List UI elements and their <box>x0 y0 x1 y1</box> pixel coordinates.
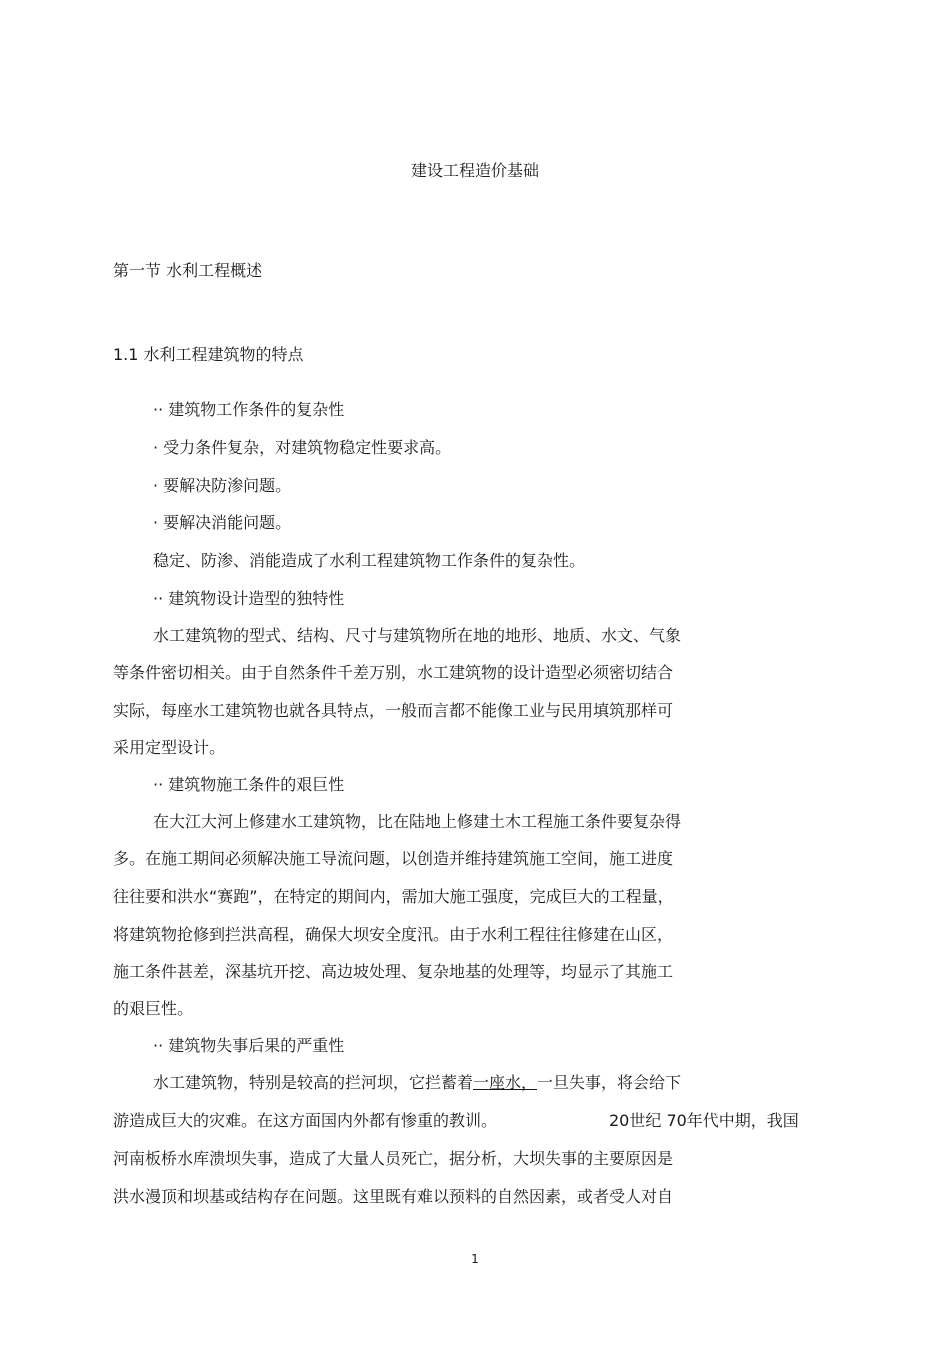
paragraph-line: 水工建筑物的型式、结构、尺寸与建筑物所在地的地形、地质、水文、气象 <box>153 626 682 645</box>
bullet-item: · 要解决防渗问题。 <box>153 476 292 495</box>
paragraph-line: 河南板桥水库溃坝失事，造成了大量人员死亡，据分析，大坝失事的主要原因是 <box>113 1149 674 1168</box>
paragraph-line: 实际，每座水工建筑物也就各具特点，一般而言都不能像工业与民用填筑那样可 <box>113 701 674 720</box>
page-number: 1 <box>471 1252 479 1266</box>
paragraph-line <box>153 1073 681 1093</box>
text-run: 水工建筑物，特别是较高的拦河坝，它拦蓄着 <box>153 1073 474 1092</box>
bullet-item: · 要解决消能问题。 <box>153 513 292 532</box>
bullet-heading: ·· 建筑物失事后果的严重性 <box>153 1036 345 1055</box>
section-heading: 第一节 水利工程概述 <box>113 261 263 280</box>
paragraph-line: 游造成巨大的灾难。在这方面国内外都有惨重的教训。 <box>113 1111 498 1130</box>
bullet-item: · 受力条件复杂，对建筑物稳定性要求高。 <box>153 438 452 457</box>
paragraph-line: 采用定型设计。 <box>113 738 226 757</box>
paragraph-line: 等条件密切相关。由于自然条件千差万别，水工建筑物的设计造型必须密切结合 <box>113 663 674 682</box>
subsection-heading: 1.1 水利工程建筑物的特点 <box>113 345 304 364</box>
paragraph-line: 往往要和洪水“赛跑”，在特定的期间内，需加大施工强度，完成巨大的工程量， <box>113 887 674 906</box>
bullet-heading: ·· 建筑物施工条件的艰巨性 <box>153 775 345 794</box>
text-run: 一旦失事，将会给下 <box>537 1073 682 1092</box>
bullet-heading: ·· 建筑物设计造型的独特性 <box>153 589 345 608</box>
paragraph-line: 稳定、防渗、消能造成了水利工程建筑物工作条件的复杂性。 <box>153 551 586 570</box>
paragraph-line: 20世纪 70年代中期，我国 <box>609 1111 799 1130</box>
paragraph-line: 在大江大河上修建水工建筑物，比在陆地上修建土木工程施工条件要复杂得 <box>153 812 682 831</box>
underlined-text: 一座水， <box>473 1073 538 1092</box>
paragraph-line: 将建筑物抢修到拦洪高程，确保大坝安全度汛。由于水利工程往往修建在山区， <box>113 925 674 944</box>
paragraph-line: 洪水漫顶和坝基或结构存在问题。这里既有难以预料的自然因素，或者受人对自 <box>113 1187 674 1206</box>
document-title: 建设工程造价基础 <box>410 161 539 180</box>
paragraph-line: 的艰巨性。 <box>113 999 194 1018</box>
bullet-heading: ·· 建筑物工作条件的复杂性 <box>153 400 345 419</box>
paragraph-line: 多。在施工期间必须解决施工导流问题，以创造并维持建筑施工空间，施工进度 <box>113 849 674 868</box>
paragraph-line: 施工条件甚差，深基坑开挖、高边坡处理、复杂地基的处理等，均显示了其施工 <box>113 962 674 981</box>
